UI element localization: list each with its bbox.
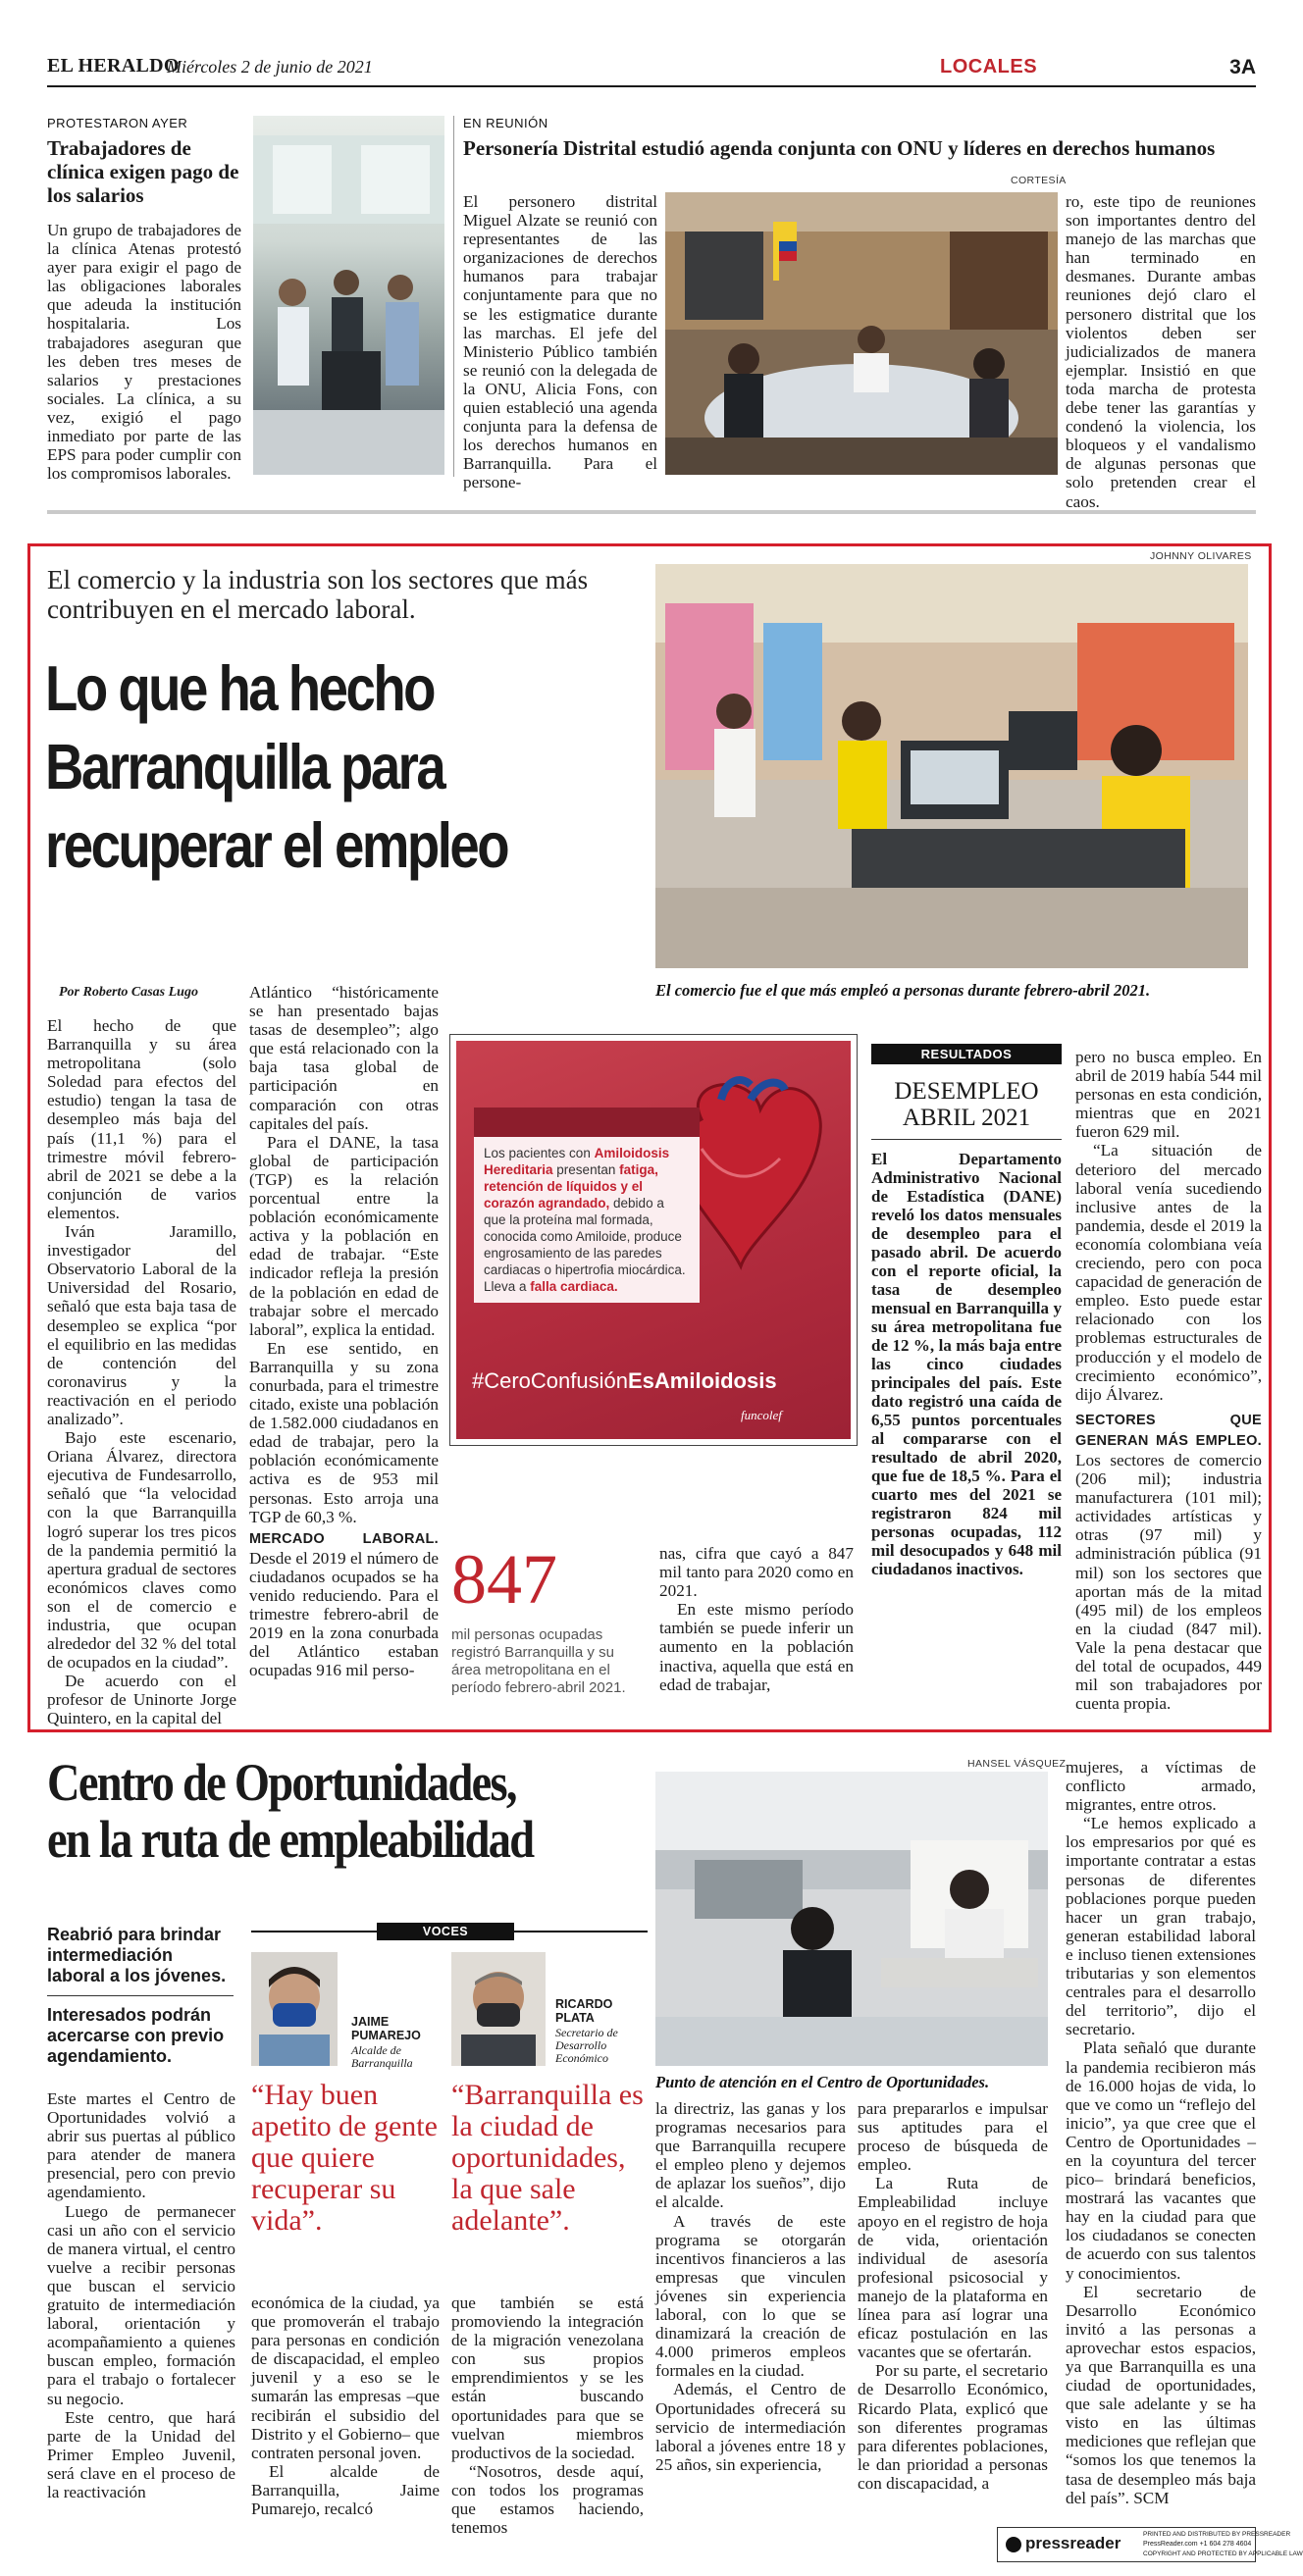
paragraph: Este martes el Centro de Oportunidades volvió a abrir sus puertas al público para atender de manera presencial, pero con previo agendamiento. [47, 2089, 235, 2202]
paragraph: Atlántico “históricamente se han presentado bajas tasas de desempleo”; algo que está relacionado con la baja tasa global de participación en comparación con otras capitales del país. [249, 983, 439, 1133]
ad-text-part: fatiga, retención de líquidos y el corazón agrandado, [484, 1162, 658, 1211]
paragraph: Plata señaló que durante la pandemia recibieron más de 16.000 hojas de vida, lo que ve como un “reflejo del inicio”, ya que cree que el Centro de Oportunidades –en la coyuntura del tercer pico– brindará beneficios, mostrará las vacantes que hay en la ciudad para que los ciudadanos se conecten de acuerdo con sus talentos y conocimientos. [1066, 2038, 1256, 2283]
centro-headline [47, 1754, 675, 1868]
voice-name: RICARDO PLATA [555, 1997, 613, 2025]
subhead: MERCADO LABORAL. [249, 1530, 439, 1547]
centro-col-a [47, 2089, 235, 2501]
story-kicker: EN REUNIÓN [463, 116, 548, 130]
top-bottom-rule [47, 510, 1256, 514]
main-col-2 [249, 983, 439, 1679]
story-title: Personería Distrital estudió agenda conjunta con ONU y líderes en derechos humanos [463, 136, 1216, 160]
masthead-rule [47, 85, 1256, 87]
subhead-text: Desde el 2019 el número de ciudadanos ocupados se ha venido reduciendo. Para el trimestre febrero-abril de 2019 en la zona conurbada del Atlántico estaban ocupadas 916 mil perso- [249, 1548, 439, 1680]
paragraph: Iván Jaramillo, investigador del Observatorio Laboral de la Universidad del Rosario, señaló que esta baja tasa de desempleo se explica “por el equilibrio en las medidas de contención del coronavirus y la reactivación en el periodo analizado”. [47, 1222, 236, 1428]
ad-amiloidosis [449, 1034, 858, 1446]
main-col-1 [47, 1016, 236, 1728]
pressreader-footer [997, 2527, 1303, 2562]
paragraph: la directriz, las ganas y los programas necesarios para que Barranquilla recupere el empleo pleno y dejemos de aplazar los sueños”, dijo el alcalde. [655, 2099, 846, 2212]
paper-name: EL HERALDO [47, 55, 180, 77]
photo-caption: El comercio fue el que más empleó a personas durante febrero-abril 2021. [655, 981, 1151, 1000]
photo-meeting [665, 192, 1058, 475]
headline-line: Barranquilla para [45, 731, 444, 802]
paragraph: Para el DANE, la tasa global de participación (TGP) es la relación porcentual entre la población económicamente activa y la población en edad de trabajar. “Este indicador refleja la presión de la población en edad de trabajar sobre el mercado laboral”, explica la entidad. [249, 1132, 439, 1339]
pressreader-logo: pressreader [1025, 2534, 1121, 2552]
story-clinica [47, 116, 243, 483]
ad-hashtag-part: EsAmiloidosis [627, 1368, 777, 1393]
voice-name: JAIME PUMAREJO [351, 2015, 421, 2042]
pressreader-logo-icon [1006, 2537, 1021, 2552]
ad-text-part: Amiloidosis Hereditaria [484, 1146, 670, 1177]
main-col-3 [659, 1544, 854, 1694]
headline-line: Centro de Oportunidades, [47, 1753, 516, 1812]
paragraph: En ese sentido, en Barranquilla y su zona conurbada, para el trimestre citado, existe una población de 1.582.000 ciudadanos en edad de trabajar, pero la población económicamente activa es de 953 mil personas. Esto arroja una TGP de 60,3 %. [249, 1338, 439, 1526]
paragraph: En este mismo período también se puede inferir un aumento en la población inactiva, aquella que está en edad de trabajar, [659, 1600, 854, 1694]
big-number: 847 [451, 1540, 557, 1619]
avatar-plata [451, 1952, 546, 2066]
box-tag: RESULTADOS [871, 1044, 1062, 1064]
ad-hashtag [472, 1368, 777, 1394]
ad-title [474, 1108, 700, 1137]
results-box [871, 1044, 1062, 1672]
main-headline [45, 649, 653, 885]
paragraph: pero no busca empleo. En abril de 2019 había 544 mil personas en esta condición, mientras que en 2021 fueron 629 mil. [1075, 1048, 1262, 1142]
photo-credit: HANSEL VÁSQUEZ [967, 1758, 1067, 1770]
ad-text [474, 1137, 700, 1303]
paragraph: para prepararlos e impulsar sus aptitudes para el proceso de búsqueda de empleo. [858, 2099, 1048, 2175]
section-name: LOCALES [940, 56, 1038, 77]
paragraph: económica de la ciudad, ya que promoverán el trabajo para personas en condición de discapacidad, el empleo juvenil y a eso se le sumarán las empresas –que recibirán el subsidio del Distrito y el Gobierno– que contraten personal joven. [251, 2293, 440, 2462]
paragraph: La Ruta de Empleabilidad incluye apoyo en el registro de hoja de vida, orientación individual de asesoría profesional psicosocial y manejo de la plataforma en línea para así lograr una eficaz postulación en las vacantes que se ofertarán. [858, 2174, 1048, 2362]
paragraph: A través de este programa se otorgarán incentivos financieros a las empresas que vinculen jóvenes sin experiencia laboral, con lo que se dinamizará la creación de 4.000 primeros empleos formales en la ciudad. [655, 2211, 846, 2381]
paragraph: nas, cifra que cayó a 847 mil tanto para 2020 como en 2021. [659, 1544, 854, 1601]
paragraph: Por su parte, el secretario de Desarrollo Económico, Ricardo Plata, explicó que son diferentes programas para diferentes poblaciones, le dan prioridad a personas con discapacidad, a [858, 2361, 1048, 2493]
column-divider [453, 116, 454, 477]
pressreader-line: COPYRIGHT AND PROTECTED BY APPLICABLE LAW [1143, 2550, 1303, 2557]
headline-line: recuperar el empleo [45, 809, 508, 881]
deck-divider [47, 1995, 234, 1996]
paragraph [1075, 1410, 1262, 1714]
main-col-5 [1075, 1048, 1262, 1713]
paragraph: Este centro, que hará parte de la Unidad del Primer Empleo Juvenil, será clave en el proceso de la reactivación [47, 2407, 235, 2501]
paragraph: Además, el Centro de Oportunidades ofrecerá su servicio de intermediación laboral a jóvenes entre 18 y 25 años, sin experiencia, [655, 2380, 846, 2474]
voice-quote: “Barranquilla es la ciudad de oportunidades, la que sale adelante”. [451, 2079, 644, 2237]
paragraph: Bajo este escenario, Oriana Álvarez, directora ejecutiva de Fundesarrollo, señaló que “la velocidad con la que Barranquilla logró superar los tres picos de la pandemia permitió la apertura gradual de sectores económicos claves como son el de comercio e industria, que ocupan alrededor del 32 % del total de ocupados en la ciudad”. [47, 1428, 236, 1673]
centro-deck-2: Interesados podrán acercarse con previo agendamiento. [47, 2005, 225, 2066]
ad-text-part: debido a que la proteína mal formada, conocida como Amiloide, produce engrosamiento de las paredes cardiacas o hipertrofia miocárdica. Lleva a [484, 1196, 686, 1294]
ad-text-part: Los pacientes con [484, 1146, 595, 1160]
pressreader-line: PRINTED AND DISTRIBUTED BY PRESSREADER [1143, 2531, 1291, 2538]
byline: Por Roberto Casas Lugo [59, 985, 198, 1000]
voces-tag: VOCES [377, 1923, 514, 1940]
centro-col-f [1066, 1758, 1256, 2507]
paragraph: “Le hemos explicado a los empresarios por qué es importante contratar a estas personas de diferentes poblaciones porque pueden hacer un gran trabajo, generan estabilidad laboral e incluso tienen extensiones tributarias y son elementos centrales para el desarrollo del territorio”, dijo el secretario. [1066, 1814, 1256, 2039]
page-number: 3A [1229, 56, 1256, 78]
ad-text-part: falla cardiaca. [530, 1279, 618, 1294]
main-deck: El comercio y la industria son los sectores que más contribuyen en el mercado laboral. [47, 565, 589, 624]
story-title: Trabajadores de clínica exigen pago de los salarios [47, 136, 239, 207]
photo-store-cashier [655, 564, 1248, 968]
paragraph: De acuerdo con el profesor de Uninorte Jorge Quintero, en la capital del [47, 1672, 236, 1728]
story-body: Un grupo de trabajadores de la clínica Atenas protestó ayer para exigir el pago de las obligaciones laborales que adeuda la institución hospitalaria. Los trabajadores aseguran que les deben tres meses de salarios y prestaciones sociales. La clínica, a su vez, exigió el pago inmediato por parte de las EPS para poder cumplir con los compromisos laborales. [47, 221, 241, 484]
photo-attention-desk [655, 1772, 1048, 2066]
voice-role: Alcalde de Barranquilla [351, 2043, 413, 2070]
paragraph: Luego de permanecer casi un año con el servicio de manera virtual, el centro vuelve a recibir personas que buscan el servicio gratuito de intermediación laboral, orientación y acompañamiento a quienes buscan empleo, formación para el trabajo o fortalecer su negocio. [47, 2201, 235, 2408]
photo-caption: Punto de atención en el Centro de Oportunidades. [655, 2073, 990, 2091]
ad-brand-logo: funcolef [741, 1408, 782, 1422]
masthead [47, 55, 1256, 84]
paragraph: que también se está promoviendo la integración de la migración venezolana con sus propios emprendimientos y se les están buscando oportunidades para que se vuelvan miembros productivos de la sociedad. [451, 2293, 644, 2462]
story-kicker: PROTESTARON AYER [47, 116, 188, 130]
photo-protest-clinic [253, 116, 444, 475]
subhead: SECTORES QUE GENERAN MÁS EMPLEO. [1075, 1412, 1262, 1449]
centro-col-c [451, 2293, 644, 2537]
photo-credit: JOHNNY OLIVARES [1150, 550, 1252, 562]
avatar-pumarejo [251, 1952, 338, 2066]
paragraph [249, 1528, 439, 1680]
subhead-text: Los sectores de comercio (206 mil); industria manufacturera (101 mil); actividades artísticas y otras (97 mil) y administración pública (91 mil) son los sectores que aportan más de la mitad (495 mil) de los empleos en la ciudad (847 mil). Vale la pena destacar que del total de ocupados, 449 mil son trabajadores por cuenta propia. [1075, 1450, 1262, 1714]
story-body-left: El personero distrital Miguel Alzate se reunió con representantes de las organizaciones de derechos humanos para trabajar conjuntamente para que no se les estigmatice durante las marchas. El jefe del Ministerio Público también se reunió con la delegada de la ONU, Alicia Fons, con quien estableció una agenda conjunta para la defensa de los derechos humanos en Barranquilla. Para el persone- [463, 192, 657, 492]
paragraph: El alcalde de Barranquilla, Jaime Pumarejo, recalcó [251, 2461, 440, 2519]
centro-deck-1: Reabrió para brindar intermediación laboral a los jóvenes. [47, 1925, 227, 1985]
paragraph: “La situación de deterioro del mercado laboral venía sucediendo inclusive antes de la pandemia, desde el 2019 la economía colombiana veía creciendo, pero con poca capacidad de generación de empleo. Esto puede estar relacionado con los problemas estructurales de producción y el modelo de crecimiento económico”, dijo Álvarez. [1075, 1141, 1262, 1404]
story-body-right: ro, este tipo de reuniones son importantes dentro del manejo de las marchas que han terminado en desmanes. Durante ambas reuniones dejó claro el personero distrital que los violentos deben ser judicializados de manera ejemplar. Insistió en que toda marcha de protesta debe tener las garantías y condenó la violencia, los bloqueos y el vandalismo de algunas personas que solo pretenden crear el caos. [1066, 192, 1256, 511]
pressreader-line: PressReader.com +1 604 278 4604 [1143, 2541, 1252, 2548]
centro-col-e [858, 2099, 1048, 2493]
voice-role: Secretario de Desarrollo Económico [555, 2026, 618, 2065]
paragraph: “Nosotros, desde aquí, con todos los programas que estamos haciendo, tenemos [451, 2461, 644, 2538]
story-personeria [463, 116, 1256, 160]
paragraph: mujeres, a víctimas de conflicto armado, migrantes, entre otros. [1066, 1758, 1256, 1815]
ad-text-part: presentan [552, 1162, 620, 1177]
headline-line: en la ruta de empleabilidad [47, 1810, 534, 1869]
big-number-caption: mil personas ocupadas registró Barranquilla y su área metropolitana en el período febrero-abril 2021. [451, 1626, 626, 1696]
ad-hashtag-part: #CeroConfusión [472, 1368, 628, 1393]
headline-line: Lo que ha hecho [45, 652, 434, 724]
box-title: DESEMPLEO ABRIL 2021 [894, 1078, 1039, 1131]
centro-col-d [655, 2099, 846, 2474]
voice-quote: “Hay buen apetito de gente que quiere recuperar su vida”. [251, 2079, 438, 2237]
photo-credit: CORTESÍA [1011, 175, 1067, 186]
paragraph: El hecho de que Barranquilla y su área metropolitana (solo Soledad para efectos del estudio) tengan la tasa de desempleo más baja del país (11,1 %) para el trimestre móvil febrero-abril de 2021 se debe a la conjunción de varios elementos. [47, 1016, 236, 1222]
paragraph: El secretario de Desarrollo Económico invitó a las personas a aprovechar estos espacios, ya que Barranquilla es una ciudad de oportunidades, que sale adelante y se ha visto en las últimas mediciones que reflejan que “somos los que tenemos la tasa de desempleo más baja del país”. SCM [1066, 2282, 1256, 2507]
issue-date: Miércoles 2 de junio de 2021 [167, 57, 373, 77]
centro-col-b [251, 2293, 440, 2518]
box-body: El Departamento Administrativo Nacional de Estadística (DANE) reveló los datos mensuales de desempleo para el pasado abril. De acuerdo con el reporte oficial, la tasa de desempleo mensual en Barranquilla y su área metropolitana fue de 12 %, la más baja entre las cinco ciudades principales del país. Este dato registró una caída de 6,55 puntos porcentuales al compararse con el resultado de abril 2020, que fue de 18,5 %. Para el cuarto mes del 2021 se registraron 824 mil personas ocupadas, 112 mil desocupados y 648 mil ciudadanos inactivos. [871, 1150, 1062, 1578]
